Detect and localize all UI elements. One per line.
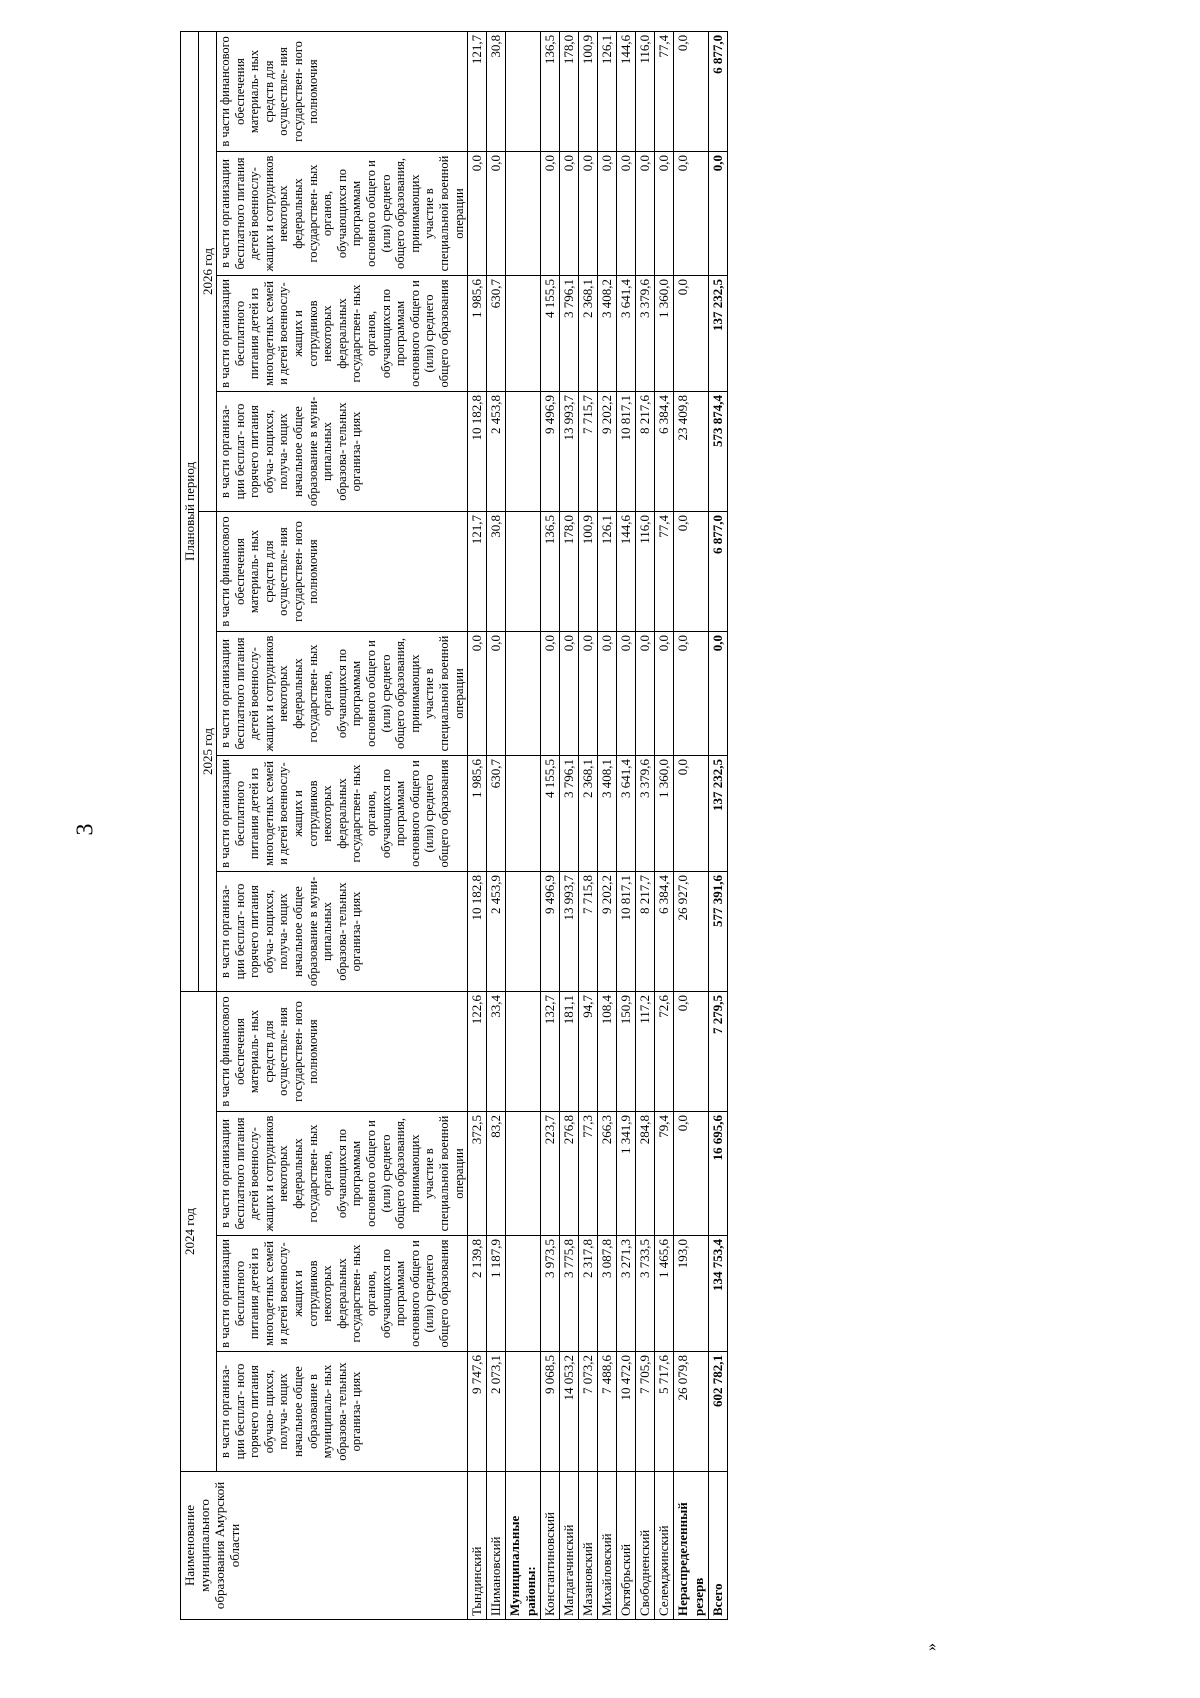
amount-cell: 7 715,7 (579, 392, 598, 512)
municipality-name: Всего (709, 1472, 728, 1620)
municipality-name: Константиновский (541, 1472, 560, 1620)
amount-cell: 16 695,6 (709, 1112, 728, 1236)
amount-cell: 2 453,9 (487, 872, 506, 992)
amount-cell: 94,7 (579, 992, 598, 1112)
amount-cell (506, 992, 541, 1112)
municipality-column-header: Наименование муниципального образования Амурской области (181, 1472, 468, 1620)
table-row (468, 31, 487, 1619)
amount-cell (506, 1352, 541, 1472)
amount-cell: 0,0 (709, 152, 728, 276)
amount-cell: 0,0 (674, 152, 709, 276)
col-header-2025-large-families: в части организации бесплатного питания детей из многодетных семей и детей военнослу- жащих и сотрудников некоторых федеральных государствен- ных органов, обучающихся по программам основного общего и (или) среднего общего образования (217, 756, 468, 872)
amount-cell: 181,1 (560, 992, 579, 1112)
section-heading-row (506, 31, 541, 1619)
amount-cell: 79,4 (655, 1112, 674, 1236)
amount-cell: 10 817,1 (617, 392, 636, 512)
amount-cell: 0,0 (560, 152, 579, 276)
amount-cell: 7 705,9 (636, 1352, 655, 1472)
amount-cell: 0,0 (598, 632, 617, 756)
amount-cell: 10 182,8 (468, 392, 487, 512)
header-row-3 (217, 31, 468, 1619)
amount-cell: 9 202,2 (598, 872, 617, 992)
col-header-2026-svo: в части организации бесплатного питания детей военнослу- жащих и сотрудников некоторых федеральных государствен- ных органов, обучающихся по программам основного общего и (или) среднего общего образования, принимающих участие в специальной военной операции (217, 152, 468, 276)
amount-cell: 3 733,5 (636, 1236, 655, 1352)
amount-cell: 8 217,7 (636, 872, 655, 992)
amount-cell: 3 796,1 (560, 276, 579, 392)
amount-cell: 4 155,5 (541, 756, 560, 872)
amount-cell: 3 796,1 (560, 756, 579, 872)
amount-cell (506, 1236, 541, 1352)
amount-cell: 3 271,3 (617, 1236, 636, 1352)
amount-cell: 1 465,6 (655, 1236, 674, 1352)
amount-cell: 1 360,0 (655, 756, 674, 872)
amount-cell: 0,0 (674, 31, 709, 151)
amount-cell: 2 453,8 (487, 392, 506, 512)
amount-cell: 284,8 (636, 1112, 655, 1236)
amount-cell: 3 641,4 (617, 276, 636, 392)
amount-cell: 223,7 (541, 1112, 560, 1236)
amount-cell: 122,6 (468, 992, 487, 1112)
amount-cell: 83,2 (487, 1112, 506, 1236)
municipality-name: Селемджинский (655, 1472, 674, 1620)
table-row (636, 31, 655, 1619)
amount-cell: 0,0 (468, 152, 487, 276)
amount-cell: 7 279,5 (709, 992, 728, 1112)
amount-cell: 0,0 (617, 152, 636, 276)
amount-cell: 126,1 (598, 31, 617, 151)
amount-cell: 26 079,8 (674, 1352, 709, 1472)
col-header-2025-hot-meals: в части организа- ции бесплат- ного горячего питания обуча- ющихся, получа- ющих начальное общее образование в муни- ципальных образова- тельных организа- циях (217, 872, 468, 992)
amount-cell: 121,7 (468, 31, 487, 151)
amount-cell: 0,0 (579, 152, 598, 276)
amount-cell: 1 985,6 (468, 276, 487, 392)
amount-cell (506, 512, 541, 632)
amount-cell: 0,0 (674, 992, 709, 1112)
amount-cell: 23 409,8 (674, 392, 709, 512)
amount-cell: 116,0 (636, 31, 655, 151)
amount-cell: 117,2 (636, 992, 655, 1112)
amount-cell: 9 202,2 (598, 392, 617, 512)
amount-cell: 1 341,9 (617, 1112, 636, 1236)
amount-cell: 630,7 (487, 756, 506, 872)
table-row (579, 31, 598, 1619)
amount-cell: 5 717,6 (655, 1352, 674, 1472)
amount-cell: 276,8 (560, 1112, 579, 1236)
amount-cell: 10 472,0 (617, 1352, 636, 1472)
amount-cell: 132,7 (541, 992, 560, 1112)
municipality-name: Октябрьский (617, 1472, 636, 1620)
municipality-name: Муниципальные районы: (506, 1472, 541, 1620)
amount-cell: 134 753,4 (709, 1236, 728, 1352)
amount-cell: 0,0 (579, 632, 598, 756)
amount-cell: 137 232,5 (709, 276, 728, 392)
amount-cell: 3 379,6 (636, 276, 655, 392)
amount-cell: 0,0 (541, 632, 560, 756)
amount-cell: 9 747,6 (468, 1352, 487, 1472)
amount-cell: 0,0 (468, 632, 487, 756)
amount-cell (506, 276, 541, 392)
amount-cell: 13 993,7 (560, 872, 579, 992)
amount-cell (506, 1112, 541, 1236)
amount-cell: 33,4 (487, 992, 506, 1112)
amount-cell: 0,0 (560, 632, 579, 756)
amount-cell (506, 152, 541, 276)
amount-cell: 3 973,5 (541, 1236, 560, 1352)
amount-cell: 10 182,8 (468, 872, 487, 992)
amount-cell: 100,9 (579, 31, 598, 151)
municipality-name: Магдагачинский (560, 1472, 579, 1620)
amount-cell (506, 756, 541, 872)
amount-cell (506, 392, 541, 512)
amount-cell: 26 927,0 (674, 872, 709, 992)
amount-cell: 0,0 (636, 152, 655, 276)
amount-cell: 8 217,6 (636, 392, 655, 512)
amount-cell: 6 877,0 (709, 512, 728, 632)
amount-cell: 7 073,2 (579, 1352, 598, 1472)
amount-cell: 150,9 (617, 992, 636, 1112)
total-row (709, 31, 728, 1619)
amount-cell: 1 985,6 (468, 756, 487, 872)
amount-cell: 77,3 (579, 1112, 598, 1236)
col-header-2024-large-families: в части организации бесплатного питания детей из многодетных семей и детей военнослу- жащих и сотрудников некоторых федеральных государствен- ных органов, обучающихся по программам основного общего и (или) среднего общего образования (217, 1236, 468, 1352)
amount-cell: 3 379,6 (636, 756, 655, 872)
municipality-name: Шимановский (487, 1472, 506, 1620)
amount-cell: 1 187,9 (487, 1236, 506, 1352)
amount-cell: 2 317,8 (579, 1236, 598, 1352)
amount-cell: 77,4 (655, 31, 674, 151)
amount-cell: 126,1 (598, 512, 617, 632)
amount-cell: 0,0 (674, 632, 709, 756)
amount-cell: 3 087,8 (598, 1236, 617, 1352)
amount-cell: 0,0 (674, 276, 709, 392)
amount-cell: 0,0 (674, 512, 709, 632)
col-header-2024-svo: в части организации бесплатного питания детей военнослу- жащих и сотрудников некоторых федеральных государствен- ных органов, обучающихся по программам основного общего и (или) среднего общего образования, принимающих участие в специальной военной операции (217, 1112, 468, 1236)
amount-cell: 0,0 (674, 756, 709, 872)
amount-cell: 6 384,4 (655, 872, 674, 992)
amount-cell: 7 715,8 (579, 872, 598, 992)
amount-cell (506, 31, 541, 151)
amount-cell: 6 384,4 (655, 392, 674, 512)
amount-cell: 3 408,2 (598, 276, 617, 392)
amount-cell: 9 068,5 (541, 1352, 560, 1472)
table-row (487, 31, 506, 1619)
amount-cell: 0,0 (655, 152, 674, 276)
col-header-2024-hot-meals: в части организа- ции бесплат- ного горячего питания обучаю- щихся, получа- ющих начальное общее образование в муниципаль- ных образова- тельных организа- циях (217, 1352, 468, 1472)
amount-cell: 30,8 (487, 512, 506, 632)
planning-period-header: Плановый период (181, 31, 199, 991)
col-header-2025-svo: в части организации бесплатного питания детей военнослу- жащих и сотрудников некоторых федеральных государствен- ных органов, обучающихся по программам основного общего и (или) среднего общего образования, принимающих участие в специальной военной операции (217, 632, 468, 756)
amount-cell: 108,4 (598, 992, 617, 1112)
amount-cell: 137 232,5 (709, 756, 728, 872)
municipality-name: Михайловский (598, 1472, 617, 1620)
amount-cell (506, 632, 541, 756)
amount-cell: 14 053,2 (560, 1352, 579, 1472)
amount-cell: 144,6 (617, 512, 636, 632)
amount-cell: 266,3 (598, 1112, 617, 1236)
table-row (560, 31, 579, 1619)
amount-cell: 178,0 (560, 512, 579, 632)
amount-cell: 100,9 (579, 512, 598, 632)
year-2026-header: 2026 год (199, 31, 217, 511)
amount-cell: 9 496,9 (541, 392, 560, 512)
amount-cell: 0,0 (487, 632, 506, 756)
table-row (541, 31, 560, 1619)
amount-cell: 0,0 (617, 632, 636, 756)
amount-cell: 577 391,6 (709, 872, 728, 992)
amount-cell: 77,4 (655, 512, 674, 632)
amount-cell: 30,8 (487, 31, 506, 151)
amount-cell: 3 775,8 (560, 1236, 579, 1352)
amount-cell: 121,7 (468, 512, 487, 632)
amount-cell: 0,0 (709, 632, 728, 756)
amount-cell: 0,0 (636, 632, 655, 756)
amount-cell: 0,0 (655, 632, 674, 756)
amount-cell: 0,0 (674, 1112, 709, 1236)
year-2025-header: 2025 год (199, 512, 217, 992)
col-header-2024-material: в части финансового обеспечения материаль- ных средств для осуществле- ния государствен- ного полномочия (217, 992, 468, 1112)
amount-cell: 2 368,1 (579, 756, 598, 872)
amount-cell: 13 993,7 (560, 392, 579, 512)
col-header-2025-material: в части финансового обеспечения материаль- ных средств для осуществле- ния государствен- ного полномочия (217, 512, 468, 632)
municipality-name: Свободненский (636, 1472, 655, 1620)
amount-cell: 2 073,1 (487, 1352, 506, 1472)
col-header-2026-material: в части финансового обеспечения материаль- ных средств для осуществле- ния государствен- ного полномочия (217, 31, 468, 151)
municipality-name: Тындинский (468, 1472, 487, 1620)
amount-cell: 1 360,0 (655, 276, 674, 392)
amount-cell: 7 488,6 (598, 1352, 617, 1472)
budget-table-container (180, 32, 940, 1620)
municipality-name: Мазановский (579, 1472, 598, 1620)
col-header-2026-large-families: в части организации бесплатного питания детей из многодетных семей и детей военнослу- жащих и сотрудников некоторых федеральных государствен- ных органов, обучающихся по программам основного общего и (или) среднего общего образования (217, 276, 468, 392)
page-number: 3 (72, 823, 99, 836)
table-body (468, 31, 728, 1619)
subvention-distribution-table (180, 31, 728, 1620)
amount-cell: 9 496,9 (541, 872, 560, 992)
amount-cell: 6 877,0 (709, 31, 728, 151)
amount-cell: 0,0 (487, 152, 506, 276)
amount-cell: 372,5 (468, 1112, 487, 1236)
amount-cell: 193,0 (674, 1236, 709, 1352)
amount-cell: 10 817,1 (617, 872, 636, 992)
amount-cell: 630,7 (487, 276, 506, 392)
amount-cell: 0,0 (541, 152, 560, 276)
table-row (617, 31, 636, 1619)
table-row (655, 31, 674, 1619)
amount-cell: 116,0 (636, 512, 655, 632)
amount-cell: 602 782,1 (709, 1352, 728, 1472)
amount-cell: 3 641,4 (617, 756, 636, 872)
amount-cell: 3 408,1 (598, 756, 617, 872)
table-row (674, 31, 709, 1619)
amount-cell: 136,5 (541, 31, 560, 151)
col-header-2026-hot-meals: в части организа- ции бесплат- ного горячего питания обуча- ющихся, получа- ющих начальное общее образование в муни- ципальных образова- тельных организа- циях (217, 392, 468, 512)
amount-cell: 0,0 (598, 152, 617, 276)
amount-cell: 2 368,1 (579, 276, 598, 392)
amount-cell: 573 874,4 (709, 392, 728, 512)
amount-cell: 144,6 (617, 31, 636, 151)
header-row-1 (181, 31, 199, 1619)
amount-cell: 2 139,8 (468, 1236, 487, 1352)
table-row (598, 31, 617, 1619)
year-2024-header: 2024 год (181, 992, 217, 1472)
amount-cell: 4 155,5 (541, 276, 560, 392)
municipality-name: Нераспределенный резерв (674, 1472, 709, 1620)
amount-cell: 178,0 (560, 31, 579, 151)
amount-cell: 136,5 (541, 512, 560, 632)
amount-cell (506, 872, 541, 992)
amount-cell: 72,6 (655, 992, 674, 1112)
closing-quote-mark: » (923, 1643, 940, 1651)
